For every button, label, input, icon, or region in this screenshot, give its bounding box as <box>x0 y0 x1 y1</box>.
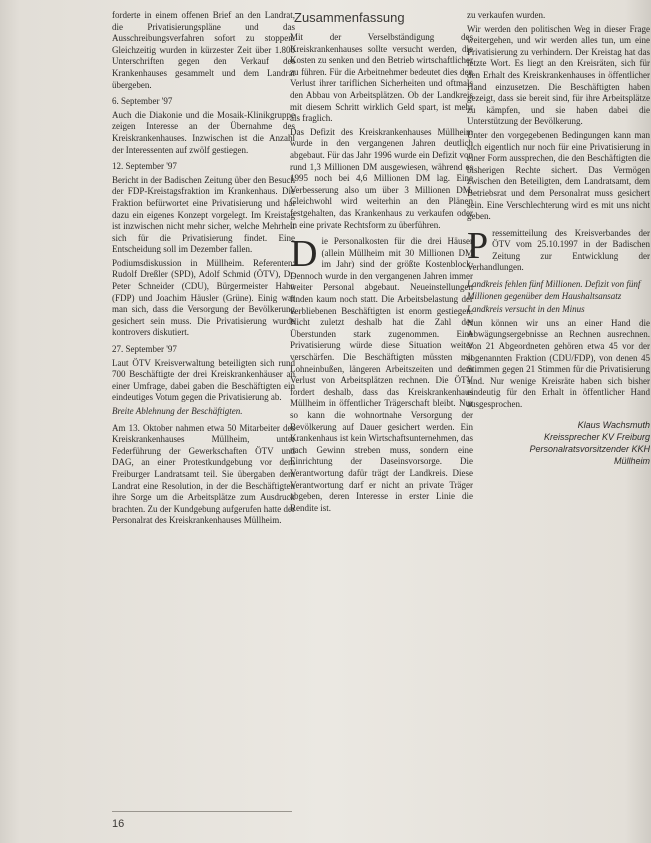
paragraph: zu verkaufen wurden. <box>467 10 546 20</box>
paragraph: Am 13. Oktober nahmen etwa 50 Mitarbeiter des Kreiskrankenhauses Müllheim, unter Federführung der Gewerkschaften ÖTV und DAG, an einer Protestkundgebung vor dem Freiburger Landratsamt teil. Sie übergaben dem Landrat eine Resolution, in der die Beschäftigten ihre Sorge um die Arbeitsplätze zum Ausdruck brachten. Zu der Kundgebung aufgerufen hatte der Personalrat des Kreiskrankenhauses Müllheim. <box>112 422 295 526</box>
text-column-middle <box>290 10 473 815</box>
paragraph: Nun können wir uns an einer Hand die Abwägungsergebnisse an Rechnen ausrechnen. Von 21 Abgeordneten gehören etwa 45 vor der sogenannten Fraktion (CDU/FDP), von denen 45 Stimmen gegen 21 Stimmen für die Privatisierung sind. Nur wenige Kreisräte haben sich bisher eindeutig für den Erhalt in öffentlicher Hand ausgesprochen. <box>467 317 650 409</box>
paragraph: Podiumsdiskussion in Müllheim. Referenten: Rudolf Dreßler (SPD), Adolf Schmid (ÖTV), Dr. Peter Schneider (CDU), Bürgermeister Hahn (FDP) und Joachim Häusler (Grüne). Einig war man sich, dass die Versorgung der Bevölkerung gesichert sein muss. Die Privatisierung wurde kontrovers diskutiert. <box>112 257 295 338</box>
signature-block <box>467 419 650 467</box>
paragraph-text: ressemitteilung des Kreisverbandes der ÖTV vom 25.10.1997 in der Badischen Zeitung zur Entwicklung der Verhandlungen. <box>467 227 650 273</box>
paragraph-with-dropcap <box>290 233 473 514</box>
section-heading: Zusammenfassung <box>294 10 405 25</box>
date-heading: 6. September '97 <box>112 96 173 107</box>
paragraph: Das Defizit des Kreiskrankenhauses Müllheim wurde in den vergangenen Jahren deutlich abgebaut. Für das Jahr 1996 wurde ein Defizit von rund 1,3 Millionen DM ausgewiesen, während es 1995 noch bei 4,6 Millionen DM lag. Eine Verbesserung also um über 3 Millionen DM. Gleichwohl wird weiterhin an den Plänen festgehalten, das Krankenhaus zu verkaufen oder in eine private Rechtsform zu überführen. <box>290 126 473 230</box>
date-heading: 27. September '97 <box>112 344 177 355</box>
italic-line: Breite Ablehnung der Beschäftigten. <box>112 406 243 416</box>
page-number: 16 <box>112 818 125 830</box>
signature-place: Müllheim <box>613 455 650 466</box>
signature-name: Klaus Wachsmuth <box>577 419 650 430</box>
signature-role: Kreissprecher KV Freiburg <box>543 431 650 442</box>
italic-subheading: Landkreis versucht in den Minus <box>467 304 585 315</box>
footer-rule <box>112 811 292 812</box>
paragraph-with-dropcap <box>467 224 650 274</box>
paragraph: Bericht in der Badischen Zeitung über den Besuch der FDP-Kreistagsfraktion im Krankenhaus. Die Fraktion befürwortet eine Privatisierung und hat dazu ein eigenes Konzept vorgelegt. Im Kreistag ist inzwischen nicht mehr sicher, welche Mehrheit sich für die Privatisierung findet. Eine Entscheidung soll im Dezember fallen. <box>112 174 295 255</box>
text-column-left <box>112 10 295 785</box>
paragraph: Mit der Verselbständigung des Kreiskrankenhauses sollte versucht werden, die Kosten zu senken und den Betrieb wirtschaftlicher zu führen. Für die Arbeitnehmer bedeutet dies den Verlust ihrer tariflichen Sicherheiten und oftmals den Abbau von Arbeitsplätzen. Ob der Landkreis mit diesem Schritt wirklich Geld spart, ist mehr als fraglich. <box>290 32 473 124</box>
date-heading: 12. September '97 <box>112 161 177 172</box>
drop-cap: D <box>290 233 318 276</box>
signature-role: Personalratsvorsitzender KKH <box>529 443 650 454</box>
paragraph: forderte in einem offenen Brief an den Landrat, die Privatisierungspläne und das Ausschreibungsverfahren sofort zu stoppen. Gleichzeitig wurden in kürzester Zeit über 1.800 Unterschriften gegen den Verkauf des Krankenhauses gesammelt und dem Landrat übergeben. <box>112 10 295 90</box>
drop-cap: P <box>467 224 489 267</box>
text-column-right <box>467 10 650 735</box>
italic-subheading: Landkreis fehlen fünf Millionen. Defizit von fünf Millionen gegenüber dem Haushaltsansatz <box>467 279 641 301</box>
paragraph-text: ie Personalkosten für die drei Häuser (allein Müllheim mit 30 Millionen DM im Jahr) sind der größte Kostenblock. Dennoch wurde in den vergangenen Jahren immer weiter Personal abgebaut. Neueinstellungen finden kaum noch statt. Die Arbeitsbelastung der verbliebenen Beschäftigten ist enorm gestiegen. Nicht zuletzt deshalb hat die Zahl der Überstunden stark zugenommen. Eine Privatisierung würde diese Situation weiter verschärfen. Die Beschäftigten müssten mit Lohneinbußen, längeren Arbeitszeiten und dem Verlust von Arbeitsplätzen rechnen. Die ÖTV fordert deshalb, dass das Kreiskrankenhaus Müllheim in öffentlicher Trägerschaft bleibt. Nur so kann die wohnortnahe Versorgung der Bevölkerung auf Dauer gesichert werden. Ein Krankenhaus ist kein Wirtschaftsunternehmen, das nach Gewinn streben muss, sondern eine Einrichtung der Daseinsvorsorge. Die Verantwortung dafür trägt der Landkreis. Diese Verantwortung darf er nicht an private Träger abgeben, deren Interesse in erster Linie die Rendite ist. <box>290 236 473 513</box>
paragraph: Auch die Diakonie und die Mosaik-Klinikgruppe zeigen Interesse an der Übernahme des Kreiskrankenhauses. Inzwischen ist die Anzahl der Interessenten auf zwölf gestiegen. <box>112 109 295 155</box>
paragraph: Laut ÖTV Kreisverwaltung beteiligten sich rund 700 Beschäftigte der drei Kreiskrankenhäuser an einer Umfrage, dabei gaben die Beschäftigten ein eindeutiges Votum gegen die Privatisierung ab. <box>112 357 295 403</box>
paragraph: Wir werden den politischen Weg in dieser Frage weitergehen, und wir werden alles tun, um eine Privatisierung zu verhindern. Der Kreistag hat das letzte Wort. Es liegt an den Kreisräten, sich für den Erhalt des Kreiskrankenhauses in öffentlicher Hand einzusetzen. Die Beschäftigten haben gezeigt, dass sie bereit sind, für ihre Arbeitsplätze zu kämpfen, und sie haben dabei die Unterstützung der Bevölkerung. <box>467 23 650 127</box>
paragraph: Unter den vorgegebenen Bedingungen kann man sich eigentlich nur noch für eine Privatisierung in einer Form aussprechen, die den Beschäftigten die bisherigen Rechte sichert. Das Vermögen zwischen den Beteiligten, dem Landratsamt, dem Betriebsrat und dem Personalrat muss gesichert sein. Eine Verschlechterung wird es mit uns nicht geben. <box>467 129 650 222</box>
